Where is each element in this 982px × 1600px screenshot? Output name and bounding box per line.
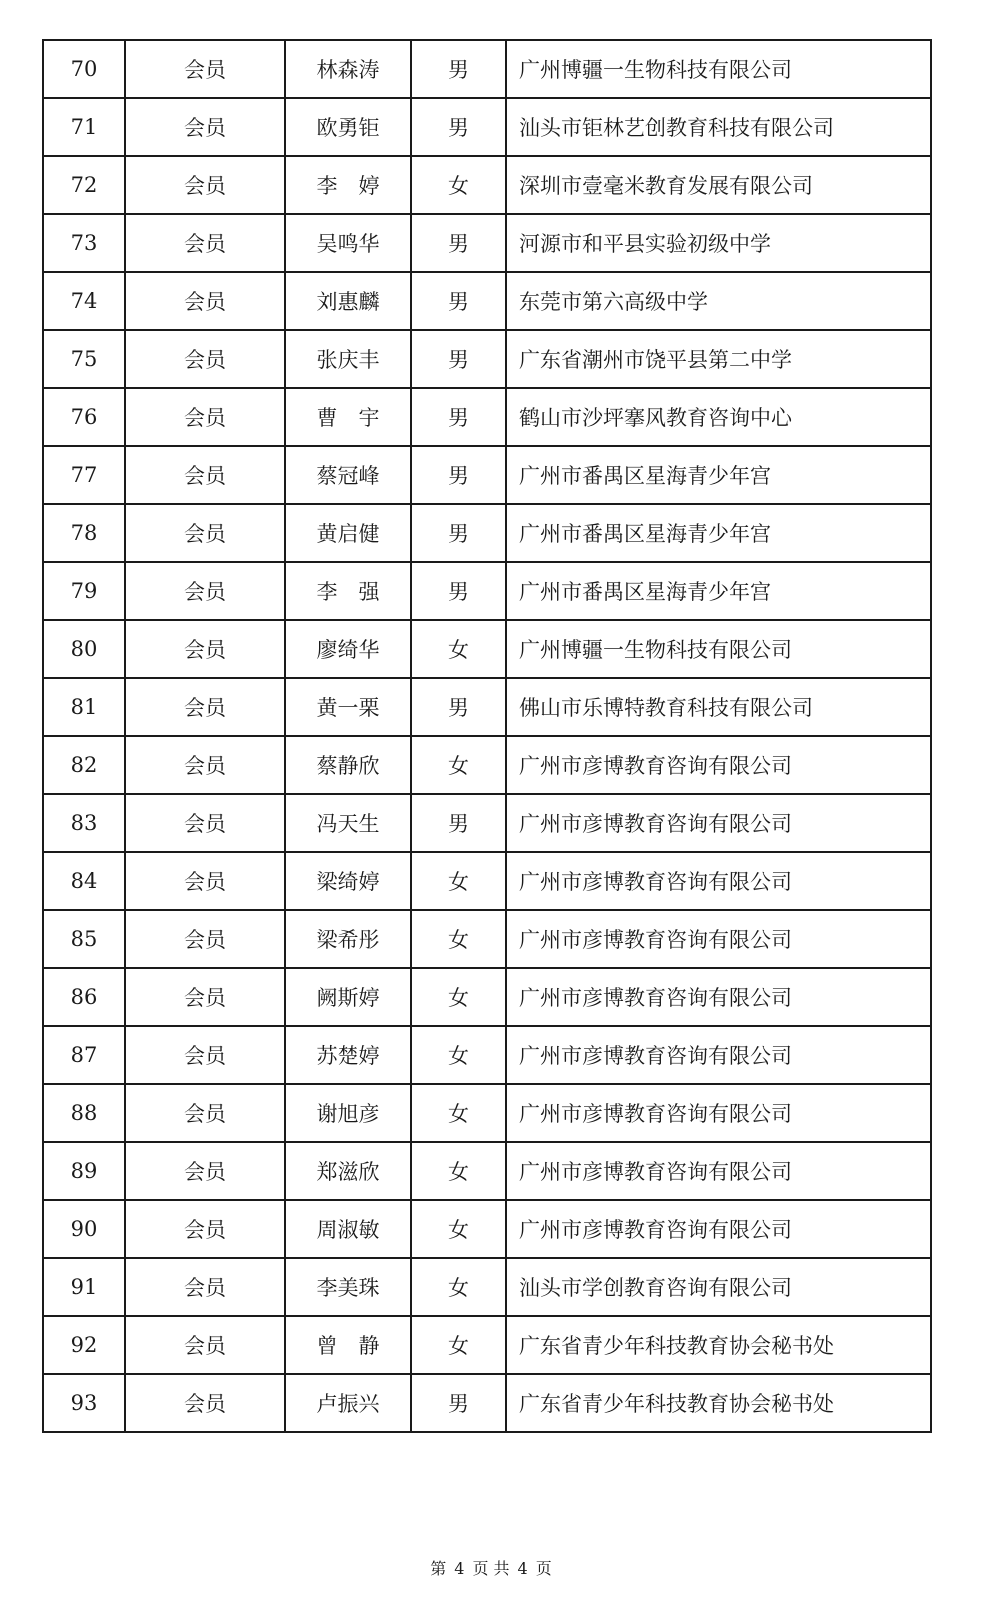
member-name: 郑滋欣 xyxy=(285,1142,411,1200)
table-row xyxy=(43,1026,931,1084)
member-type: 会员 xyxy=(125,214,285,272)
member-gender: 男 xyxy=(411,794,506,852)
member-gender: 男 xyxy=(411,40,506,98)
member-gender: 女 xyxy=(411,968,506,1026)
row-number: 89 xyxy=(43,1142,125,1200)
member-type: 会员 xyxy=(125,446,285,504)
member-table-body xyxy=(43,40,931,1432)
member-type: 会员 xyxy=(125,1316,285,1374)
member-name: 黄启健 xyxy=(285,504,411,562)
table-row xyxy=(43,968,931,1026)
member-name: 廖绮华 xyxy=(285,620,411,678)
member-type: 会员 xyxy=(125,678,285,736)
member-gender: 女 xyxy=(411,1084,506,1142)
member-gender: 男 xyxy=(411,214,506,272)
member-organization: 广州市番禺区星海青少年宫 xyxy=(506,446,931,504)
member-type: 会员 xyxy=(125,620,285,678)
table-row xyxy=(43,504,931,562)
member-name: 欧勇钜 xyxy=(285,98,411,156)
row-number: 79 xyxy=(43,562,125,620)
member-organization: 鹤山市沙坪搴风教育咨询中心 xyxy=(506,388,931,446)
member-name: 张庆丰 xyxy=(285,330,411,388)
row-number: 90 xyxy=(43,1200,125,1258)
row-number: 75 xyxy=(43,330,125,388)
member-type: 会员 xyxy=(125,1374,285,1432)
member-type: 会员 xyxy=(125,736,285,794)
member-organization: 汕头市学创教育咨询有限公司 xyxy=(506,1258,931,1316)
member-gender: 女 xyxy=(411,910,506,968)
member-organization: 深圳市壹毫米教育发展有限公司 xyxy=(506,156,931,214)
table-row xyxy=(43,1200,931,1258)
member-gender: 男 xyxy=(411,272,506,330)
row-number: 71 xyxy=(43,98,125,156)
row-number: 88 xyxy=(43,1084,125,1142)
member-gender: 女 xyxy=(411,620,506,678)
table-row xyxy=(43,214,931,272)
row-number: 93 xyxy=(43,1374,125,1432)
member-type: 会员 xyxy=(125,794,285,852)
table-row xyxy=(43,1258,931,1316)
member-organization: 广东省潮州市饶平县第二中学 xyxy=(506,330,931,388)
member-gender: 女 xyxy=(411,1026,506,1084)
member-organization: 佛山市乐博特教育科技有限公司 xyxy=(506,678,931,736)
member-name: 曾 静 xyxy=(285,1316,411,1374)
member-type: 会员 xyxy=(125,910,285,968)
member-type: 会员 xyxy=(125,1258,285,1316)
member-name: 蔡静欣 xyxy=(285,736,411,794)
row-number: 81 xyxy=(43,678,125,736)
footer-page-number: 4 xyxy=(454,1559,465,1578)
member-name: 苏楚婷 xyxy=(285,1026,411,1084)
table-row xyxy=(43,794,931,852)
row-number: 70 xyxy=(43,40,125,98)
table-row xyxy=(43,156,931,214)
member-type: 会员 xyxy=(125,1026,285,1084)
table-row xyxy=(43,1316,931,1374)
footer-prefix: 第 xyxy=(430,1559,447,1578)
page-footer xyxy=(0,1556,982,1579)
member-gender: 女 xyxy=(411,156,506,214)
member-gender: 女 xyxy=(411,1142,506,1200)
table-row xyxy=(43,40,931,98)
member-organization: 广州市彦博教育咨询有限公司 xyxy=(506,794,931,852)
member-name: 李 强 xyxy=(285,562,411,620)
member-organization: 广州市番禺区星海青少年宫 xyxy=(506,504,931,562)
row-number: 82 xyxy=(43,736,125,794)
member-name: 李美珠 xyxy=(285,1258,411,1316)
member-organization: 广州市彦博教育咨询有限公司 xyxy=(506,736,931,794)
row-number: 92 xyxy=(43,1316,125,1374)
member-name: 阙斯婷 xyxy=(285,968,411,1026)
member-name: 梁绮婷 xyxy=(285,852,411,910)
member-gender: 男 xyxy=(411,1374,506,1432)
member-gender: 男 xyxy=(411,446,506,504)
member-type: 会员 xyxy=(125,40,285,98)
member-type: 会员 xyxy=(125,1142,285,1200)
table-row xyxy=(43,562,931,620)
member-gender: 男 xyxy=(411,504,506,562)
member-organization: 河源市和平县实验初级中学 xyxy=(506,214,931,272)
member-gender: 女 xyxy=(411,736,506,794)
row-number: 85 xyxy=(43,910,125,968)
member-organization: 广州市彦博教育咨询有限公司 xyxy=(506,1026,931,1084)
row-number: 80 xyxy=(43,620,125,678)
member-gender: 男 xyxy=(411,388,506,446)
row-number: 87 xyxy=(43,1026,125,1084)
footer-suffix: 页 xyxy=(535,1559,552,1578)
member-gender: 女 xyxy=(411,852,506,910)
table-row xyxy=(43,852,931,910)
row-number: 74 xyxy=(43,272,125,330)
table-row xyxy=(43,98,931,156)
member-name: 刘惠麟 xyxy=(285,272,411,330)
table-row xyxy=(43,330,931,388)
row-number: 77 xyxy=(43,446,125,504)
row-number: 83 xyxy=(43,794,125,852)
row-number: 91 xyxy=(43,1258,125,1316)
row-number: 73 xyxy=(43,214,125,272)
table-row xyxy=(43,910,931,968)
member-type: 会员 xyxy=(125,504,285,562)
member-name: 周淑敏 xyxy=(285,1200,411,1258)
member-name: 谢旭彦 xyxy=(285,1084,411,1142)
row-number: 78 xyxy=(43,504,125,562)
footer-total-pages: 4 xyxy=(517,1559,528,1578)
table-row xyxy=(43,1142,931,1200)
member-name: 卢振兴 xyxy=(285,1374,411,1432)
member-organization: 东莞市第六高级中学 xyxy=(506,272,931,330)
member-organization: 广州市彦博教育咨询有限公司 xyxy=(506,1084,931,1142)
table-row xyxy=(43,620,931,678)
member-gender: 男 xyxy=(411,562,506,620)
member-type: 会员 xyxy=(125,968,285,1026)
member-organization: 广州市彦博教育咨询有限公司 xyxy=(506,910,931,968)
table-row xyxy=(43,446,931,504)
member-type: 会员 xyxy=(125,1200,285,1258)
member-type: 会员 xyxy=(125,852,285,910)
member-gender: 女 xyxy=(411,1316,506,1374)
member-type: 会员 xyxy=(125,156,285,214)
table-row xyxy=(43,388,931,446)
member-type: 会员 xyxy=(125,272,285,330)
member-organization: 广州市彦博教育咨询有限公司 xyxy=(506,1142,931,1200)
member-organization: 广东省青少年科技教育协会秘书处 xyxy=(506,1374,931,1432)
table-row xyxy=(43,1084,931,1142)
member-organization: 广州市彦博教育咨询有限公司 xyxy=(506,852,931,910)
table-row xyxy=(43,272,931,330)
member-table xyxy=(42,39,932,1433)
member-name: 冯天生 xyxy=(285,794,411,852)
member-type: 会员 xyxy=(125,330,285,388)
member-organization: 广州市彦博教育咨询有限公司 xyxy=(506,968,931,1026)
member-gender: 男 xyxy=(411,330,506,388)
member-type: 会员 xyxy=(125,98,285,156)
member-organization: 广州市番禺区星海青少年宫 xyxy=(506,562,931,620)
member-gender: 男 xyxy=(411,678,506,736)
member-name: 黄一栗 xyxy=(285,678,411,736)
member-organization: 广东省青少年科技教育协会秘书处 xyxy=(506,1316,931,1374)
member-gender: 男 xyxy=(411,98,506,156)
member-name: 曹 宇 xyxy=(285,388,411,446)
member-name: 林森涛 xyxy=(285,40,411,98)
member-name: 蔡冠峰 xyxy=(285,446,411,504)
member-organization: 广州博疆一生物科技有限公司 xyxy=(506,620,931,678)
table-row xyxy=(43,1374,931,1432)
member-organization: 广州博疆一生物科技有限公司 xyxy=(506,40,931,98)
footer-middle: 页 共 xyxy=(472,1559,510,1578)
member-gender: 女 xyxy=(411,1200,506,1258)
member-name: 吴鸣华 xyxy=(285,214,411,272)
row-number: 72 xyxy=(43,156,125,214)
row-number: 76 xyxy=(43,388,125,446)
member-type: 会员 xyxy=(125,562,285,620)
member-name: 梁希彤 xyxy=(285,910,411,968)
member-organization: 广州市彦博教育咨询有限公司 xyxy=(506,1200,931,1258)
member-type: 会员 xyxy=(125,388,285,446)
table-row xyxy=(43,678,931,736)
member-organization: 汕头市钜林艺创教育科技有限公司 xyxy=(506,98,931,156)
member-name: 李 婷 xyxy=(285,156,411,214)
member-gender: 女 xyxy=(411,1258,506,1316)
row-number: 86 xyxy=(43,968,125,1026)
row-number: 84 xyxy=(43,852,125,910)
member-type: 会员 xyxy=(125,1084,285,1142)
table-row xyxy=(43,736,931,794)
